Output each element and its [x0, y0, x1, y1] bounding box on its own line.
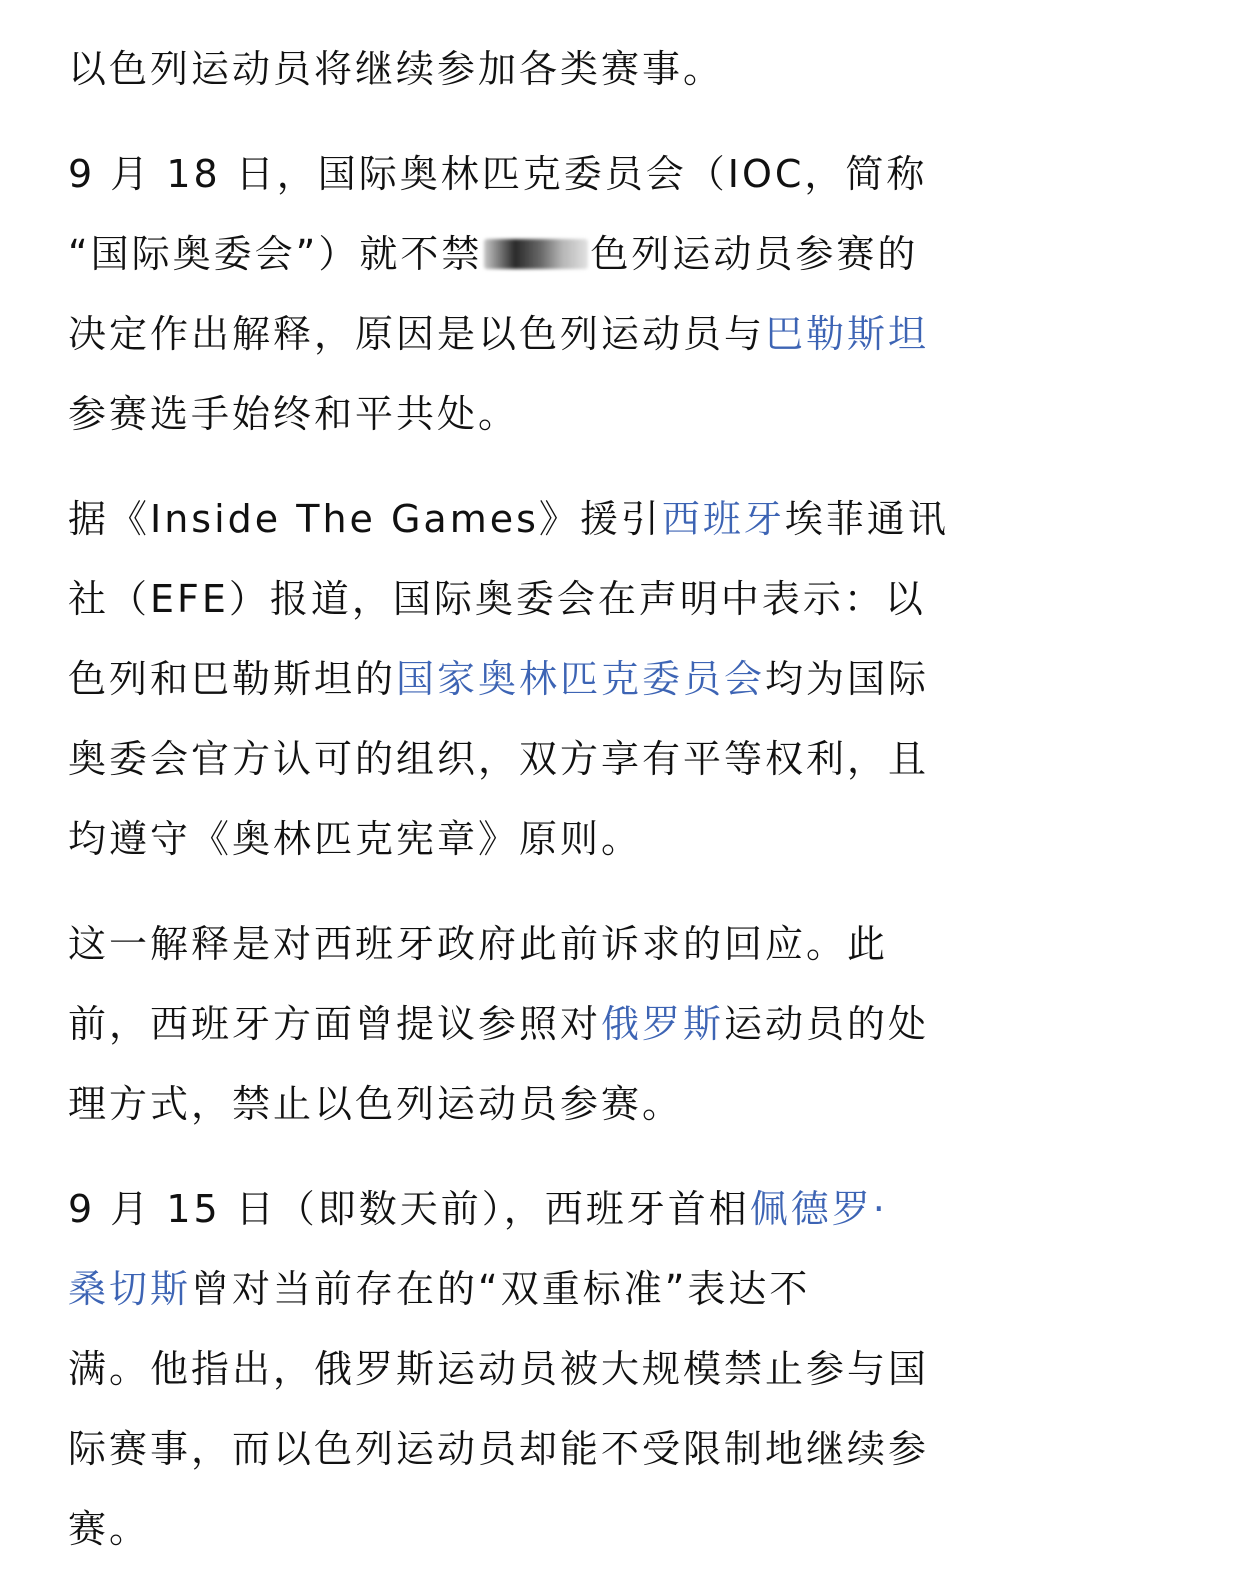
text-line: 以色列运动员将继续参加各类赛事。	[68, 47, 725, 91]
link-russia[interactable]: 俄罗斯	[601, 1002, 725, 1046]
paragraph-1	[68, 29, 1158, 109]
paragraph-3	[68, 479, 1158, 879]
text-segment: 据《Inside The Games》援引	[68, 497, 662, 541]
text-segment: “国际奥委会”）就不禁	[68, 232, 483, 276]
text-line	[68, 984, 1158, 1064]
text-line: 这一解释是对西班牙政府此前诉求的回应。此	[68, 922, 889, 966]
text-line: 奥委会官方认可的组织，双方享有平等权利，且	[68, 737, 930, 781]
text-line: 理方式，禁止以色列运动员参赛。	[68, 1082, 684, 1126]
link-national-olympic-committee[interactable]: 国家奥林匹克委员会	[396, 657, 766, 701]
link-palestine[interactable]: 巴勒斯坦	[765, 312, 930, 356]
link-spain[interactable]: 西班牙	[661, 497, 785, 541]
paragraph-2	[68, 134, 1158, 454]
text-line	[68, 294, 1158, 374]
text-line: 参赛选手始终和平共处。	[68, 392, 520, 436]
text-segment: 色列和巴勒斯坦的	[68, 657, 397, 701]
text-segment: 9 月 15 日（即数天前），西班牙首相	[68, 1187, 750, 1231]
text-line	[68, 214, 1158, 294]
text-line	[68, 639, 1158, 719]
link-pedro-sanchez-part-1[interactable]: 佩德罗·	[749, 1187, 888, 1231]
text-line: 赛。	[68, 1507, 151, 1551]
blurred-text-region	[484, 239, 588, 269]
text-line	[68, 479, 1158, 559]
link-pedro-sanchez-part-2[interactable]: 桑切斯	[68, 1267, 192, 1311]
text-line	[68, 1169, 1158, 1249]
text-segment: 决定作出解释，原因是以色列运动员与	[68, 312, 766, 356]
text-line: 社（EFE）报道，国际奥委会在声明中表示：以	[68, 577, 926, 621]
text-line	[68, 1249, 1158, 1329]
text-segment: 埃菲通讯	[784, 497, 949, 541]
text-line: 满。他指出，俄罗斯运动员被大规模禁止参与国	[68, 1347, 930, 1391]
text-segment: 前，西班牙方面曾提议参照对	[68, 1002, 602, 1046]
text-segment: 均为国际	[765, 657, 930, 701]
text-line: 均遵守《奥林匹克宪章》原则。	[68, 817, 643, 861]
text-segment: 曾对当前存在的“双重标准”表达不	[191, 1267, 811, 1311]
text-line: 际赛事，而以色列运动员却能不受限制地继续参	[68, 1427, 930, 1471]
text-segment: 运动员的处	[724, 1002, 930, 1046]
paragraph-4	[68, 904, 1158, 1144]
paragraph-5	[68, 1169, 1158, 1569]
text-segment: 色列运动员参赛的	[590, 232, 919, 276]
text-line: 9 月 18 日，国际奥林匹克委员会（IOC，简称	[68, 152, 928, 196]
